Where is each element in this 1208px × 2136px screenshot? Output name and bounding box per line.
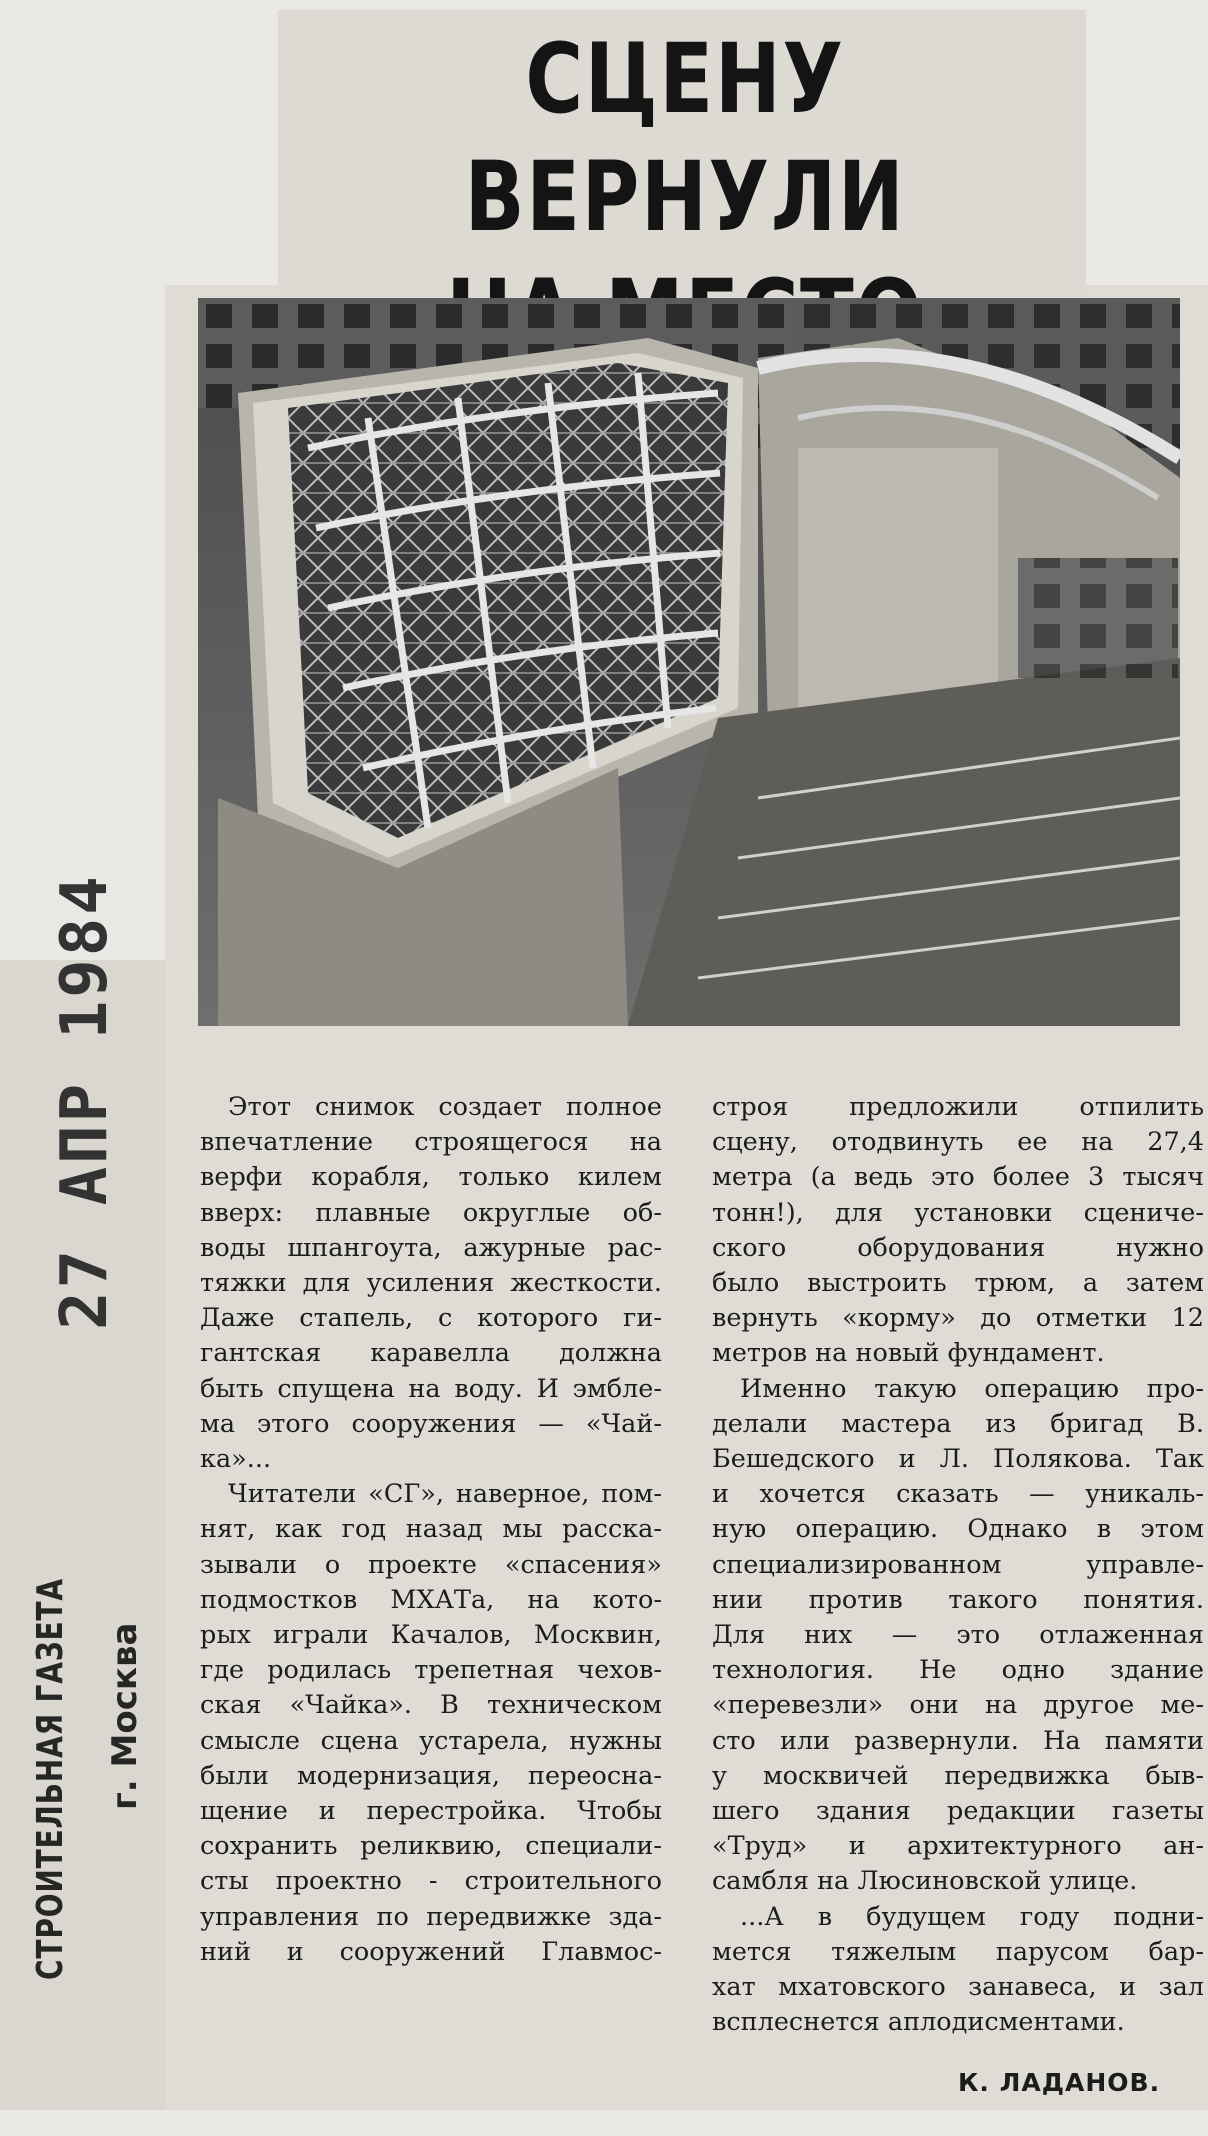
article-text-line: гантская каравелла должна xyxy=(200,1338,662,1369)
article-text-line: ний и сооружений Главмос- xyxy=(200,1936,662,1967)
date-stamp xyxy=(28,873,128,1340)
article-text-line: Читатели «СГ», наверное, пом- xyxy=(228,1479,662,1510)
article-text-line: нят, как год назад мы расска- xyxy=(200,1514,662,1545)
article-text-line: специализированном управле- xyxy=(712,1549,1204,1580)
article-text-line: было выстроить трюм, а затем xyxy=(712,1268,1204,1299)
date-stamp-text: 27 АПР 1984 xyxy=(48,873,122,1330)
photograph-icon xyxy=(198,298,1180,1026)
article-text-line: нии против такого понятия. xyxy=(712,1584,1204,1615)
article-text-line: были модернизация, переосна- xyxy=(200,1760,662,1791)
article-text-line: «перевезли» они на другое ме- xyxy=(712,1690,1204,1721)
article-text-line: воды шпангоута, ажурные рас- xyxy=(200,1232,662,1263)
article-text-line: всплеснется аплодисментами. xyxy=(712,2007,1125,2038)
article-text-line: метров на новый фундамент. xyxy=(712,1338,1105,1369)
article-text-line: тяжки для усиления жесткости. xyxy=(200,1268,662,1299)
author-signature: К. ЛАДАНОВ. xyxy=(958,2068,1161,2097)
article-text-line: управления по передвижке зда- xyxy=(200,1901,662,1932)
article-text-line: технология. Не одно здание xyxy=(712,1655,1204,1686)
article-text-line: верфи корабля, только килем xyxy=(200,1162,662,1193)
article-text-line: Даже стапель, с которого ги- xyxy=(200,1303,662,1334)
article-text-line: Бешедского и Л. Полякова. Так xyxy=(712,1444,1204,1475)
article-text-line: вверх: плавные округлые об- xyxy=(200,1197,662,1228)
article-text-line: Для них — это отлаженная xyxy=(712,1620,1204,1651)
article-text-line: Именно такую операцию про- xyxy=(740,1373,1204,1404)
article-text-line: шего здания редакции газеты xyxy=(712,1796,1204,1827)
article-text-line: сты проектно - строительного xyxy=(200,1866,662,1897)
article-text-line: мется тяжелым парусом бар- xyxy=(712,1936,1204,1967)
article-text-line: смысле сцена устарела, нужны xyxy=(200,1725,662,1756)
article-text-line: подмостков МХАТа, на кото- xyxy=(200,1584,662,1615)
article-text-line: «Труд» и архитектурного ан- xyxy=(712,1831,1204,1862)
newspaper-city: г. Москва xyxy=(105,1622,145,1810)
article-column-left xyxy=(200,1090,662,1970)
article-text-line: ка»... xyxy=(200,1444,272,1475)
article-text-line: тонн!), для установки сцениче- xyxy=(712,1197,1204,1228)
article-text-line: делали мастера из бригад В. xyxy=(712,1408,1204,1439)
article-text-line: вернуть «корму» до отметки 12 xyxy=(712,1303,1204,1334)
article-text-line: у москвичей передвижка быв- xyxy=(712,1760,1204,1791)
article-text-line: щение и перестройка. Чтобы xyxy=(200,1796,662,1827)
article-column-right xyxy=(712,1090,1204,2040)
article-text-line: сто или развернули. На памяти xyxy=(712,1725,1204,1756)
article-text-line: впечатление строящегося на xyxy=(200,1127,662,1158)
article-text-line: ма этого сооружения — «Чай- xyxy=(200,1408,662,1439)
newspaper-name: СТРОИТЕЛЬНАЯ ГАЗЕТА xyxy=(30,1578,71,1980)
article-photo xyxy=(198,298,1180,1026)
article-text-line: строя предложили отпилить xyxy=(712,1092,1204,1122)
article-text-line: быть спущена на воду. И эмбле- xyxy=(200,1373,662,1404)
newspaper-source xyxy=(30,1465,71,1980)
article-text-line: Этот снимок создает полное xyxy=(228,1092,662,1122)
article-text-line: сцену, отодвинуть ее на 27,4 xyxy=(712,1127,1204,1158)
article-text-line: ...А в будущем году подни- xyxy=(740,1901,1204,1932)
article-text-line: где родилась трепетная чехов- xyxy=(200,1655,662,1686)
article-text-line: рых играли Качалов, Москвин, xyxy=(200,1620,662,1651)
article-text-line: и хочется сказать — уникаль- xyxy=(712,1479,1204,1510)
article-text-line: самбля на Люсиновской улице. xyxy=(712,1866,1138,1897)
article-text-line: ская «Чайка». В техническом xyxy=(200,1690,662,1721)
article-text-line: сохранить реликвию, специали- xyxy=(200,1831,662,1862)
article-text-line: хат мхатовского занавеса, и зал xyxy=(712,1972,1204,2003)
article-text-line: ского оборудования нужно xyxy=(712,1232,1204,1263)
article-text-line: ную операцию. Однако в этом xyxy=(712,1514,1204,1545)
article-text-line: метра (а ведь это более 3 тысяч xyxy=(712,1162,1204,1193)
title-line-1: СЦЕНУ ВЕРНУЛИ xyxy=(464,23,906,253)
article-text-line: зывали о проекте «спасения» xyxy=(200,1549,662,1580)
